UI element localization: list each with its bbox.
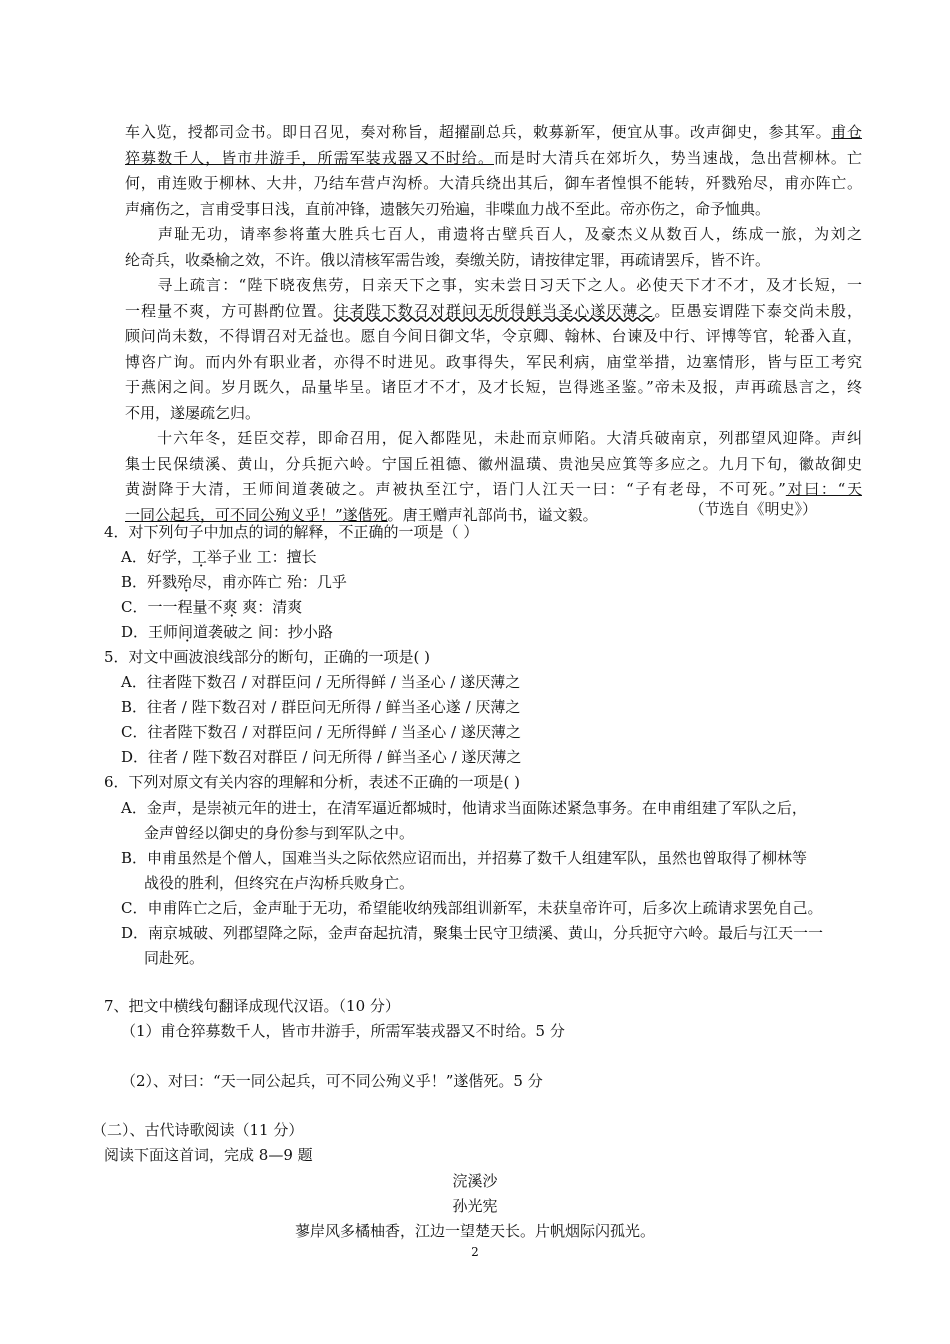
passage-line — [125, 324, 862, 350]
poem-author: 孙光宪 — [452, 1197, 498, 1215]
poem-line-1: 蓼岸风多橘柚香，江边一望楚天长。片帆烟际闪孤光。 — [294, 1222, 655, 1240]
passage-line — [125, 171, 862, 197]
question-5-option-a: A．往者陛下数召 / 对群臣问 / 无所得鲜 / 当圣心 / 遂厌薄之 — [121, 673, 521, 691]
question-7-stem: 7、把文中横线句翻译成现代汉语。（10 分） — [104, 997, 400, 1015]
wavy-underlined-text: 往者陛下数召对群问无所得鲜当圣心遂厌薄之 — [333, 301, 655, 320]
passage-text: 一程量不爽，方可斟酌位置。 — [125, 301, 334, 320]
question-4-option-a: A．好学，工举子业 工：擅长 — [121, 548, 317, 566]
passage-text: 而是时大清兵在郊圻久，势当速战，急出营柳林。亡 — [494, 148, 862, 167]
passage-text: 。臣愚妄谓陛下泰交尚未殷， — [654, 301, 862, 320]
question-6-option-c: C．申甫阵亡之后，金声耻于无功，希望能收纳残部组训新军，未获皇帝许可，后多次上疏请求罢免自己。 — [121, 899, 823, 917]
passage-text: 声耻无功，请率参将董大胜兵七百人，甫遗将古壁兵百人，及豪杰义从数百人，练成一旅，为刘之 — [125, 225, 862, 243]
passage-text: 顾问尚未数，不得谓召对无益也。愿自今间日御文华，令京卿、翰林、台谏及中行、评博等官，轮番入直， — [125, 327, 862, 345]
passage-line — [125, 452, 862, 478]
passage-text: 黄澍降于大清，王师间道袭破之。声被执至江宁，语门人江天一曰：“子有老母，不可死。” — [125, 480, 786, 498]
question-5-option-d: D．往者 / 陛下数召对群臣 / 问无所得 / 鲜当圣心 / 遂厌薄之 — [121, 748, 522, 766]
passage-line — [125, 248, 862, 274]
passage-source: （节选自《明史》） — [689, 500, 817, 518]
question-6-option-d-cont: 同赴死。 — [144, 949, 205, 967]
passage-text: 十六年冬，廷臣交荐，即命召用，促入都陛见，未赴而京师陷。大清兵破南京，列郡望风迎降。声纠 — [125, 429, 862, 447]
question-6-option-a: A．金声，是崇祯元年的进士，在清军逼近都城时，他请求当面陈述紧急事务。在申甫组建了军队之后， — [121, 799, 807, 817]
question-5-option-c: C．往者陛下数召 / 对群臣问 / 无所得鲜 / 当圣心 / 遂厌薄之 — [121, 723, 521, 741]
passage-text: 。唐王赠声礼部尚书，谥文毅。 — [387, 505, 598, 524]
page-number: 2 — [471, 1245, 479, 1259]
question-7-sentence-2: （2）、对曰：“天一同公起兵，可不同公殉义乎！”遂偕死。5 分 — [121, 1072, 543, 1090]
passage-text: 不用，遂屡疏乞归。 — [125, 403, 261, 422]
question-6-option-d: D．南京城破、列郡望降之际，金声奋起抗清，聚集士民守卫绩溪、黄山，分兵扼守六岭。最后与江天一一 — [121, 924, 824, 942]
question-6-option-a-cont: 金声曾经以御史的身份参与到军队之中。 — [144, 824, 415, 842]
passage-text: 博咨广询。而内外有职业者，亦得不时进见。政事得失，军民利病，庙堂举措，边塞情形，皆与臣工考究 — [125, 352, 862, 371]
question-4-option-c: C．一一程量不爽 爽：清爽 — [121, 598, 303, 616]
passage-text: 集士民保绩溪、黄山，分兵扼六岭。宁国丘祖德、徽州温璜、贵池吴应箕等多应之。九月下旬，徽故御史 — [125, 454, 862, 473]
question-6-option-b: B．申甫虽然是个僧人，国难当头之际依然应诏而出，并招募了数千人组建军队，虽然也曾取得了柳林等 — [121, 849, 808, 867]
passage-line — [125, 375, 862, 401]
section-2-heading: （二）、古代诗歌阅读（11 分） — [92, 1121, 304, 1139]
question-4-option-d: D．王师间道袭破之 间：抄小路 — [121, 623, 333, 641]
question-5-option-b: B．往者 / 陛下数召对 / 群臣问无所得 / 鲜当圣心遂 / 厌薄之 — [121, 698, 521, 716]
question-6-option-b-cont: 战役的胜利，但终究在卢沟桥兵败身亡。 — [144, 874, 415, 892]
passage — [125, 120, 862, 528]
passage-text: 纶奇兵，收桑榆之效，不许。俄以清核军需告竣，奏缴关防，请按律定罪，再疏请罢斥，皆不许。 — [125, 250, 771, 269]
question-4-option-b: B．歼戮殆尽，甫亦阵亡 殆：几乎 — [121, 573, 347, 591]
passage-text: 寻上疏言：“陛下晓夜焦劳，日亲天下之事，实未尝日习天下之人。必使天下才不才，及才长短，一 — [125, 276, 862, 294]
passage-line — [125, 350, 862, 376]
question-6-stem: 6．下列对原文有关内容的理解和分析，表述不正确的一项是( ) — [104, 773, 521, 791]
passage-line — [125, 222, 862, 248]
passage-line — [125, 197, 862, 223]
passage-text: 声痛伤之，言甫受事日浅，直前冲锋，遗骸矢刃殆遍，非喋血力战不至此。帝亦伤之，命予恤典。 — [125, 199, 771, 218]
passage-line — [125, 401, 862, 427]
passage-text: 车入览，授都司佥书。即日召见，奏对称旨，超擢副总兵，敕募新军，便宜从事。改声御史，参其军。 — [125, 123, 832, 141]
underlined-text: 对曰：“天 — [785, 480, 862, 498]
question-5-stem: 5．对文中画波浪线部分的断句，正确的一项是( ) — [104, 648, 431, 666]
section-2-intro: 阅读下面这首词，完成 8—9 题 — [104, 1146, 313, 1164]
underlined-text: 一同公起兵，可不同公殉义乎！”遂偕死 — [125, 505, 388, 524]
passage-text: 何，甫连败于柳林、大井，乃结车营卢沟桥。大清兵绕出其后，御车者惶惧不能转，歼戮殆尽，甫亦阵亡。 — [125, 174, 862, 192]
passage-line — [125, 299, 862, 325]
passage-line — [125, 273, 862, 299]
passage-line — [125, 426, 862, 452]
question-7-sentence-1: （1）甫仓猝募数千人，皆市井游手，所需军装戎器又不时给。5 分 — [121, 1022, 565, 1040]
passage-line — [125, 120, 862, 146]
underlined-text: 猝募数千人，皆市井游手，所需军装戎器又不时给。 — [125, 148, 495, 167]
question-4-stem: 4．对下列句子中加点的词的解释，不正确的一项是（ ） — [104, 523, 479, 541]
passage-line — [125, 146, 862, 172]
passage-text: 于燕闲之间。岁月既久，品量毕呈。诸臣才不才，及才长短，岂得逃圣鉴。”帝未及报，声再疏恳言之，终 — [125, 378, 862, 396]
underlined-text: 甫仓 — [831, 123, 862, 141]
poem-title: 浣溪沙 — [452, 1172, 498, 1190]
